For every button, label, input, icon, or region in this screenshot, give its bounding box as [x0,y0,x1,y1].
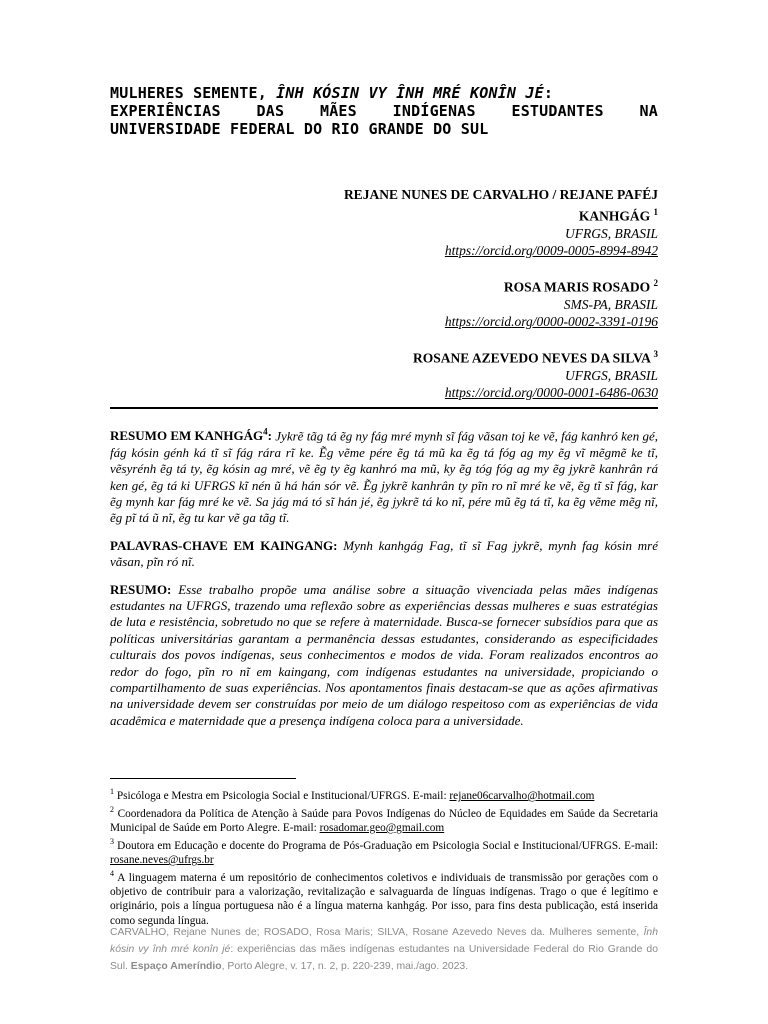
footnote-number: 2 [110,804,114,814]
footnote-ref[interactable]: 3 [653,348,658,359]
abstract-kanhgag-label [110,428,275,443]
author-block [300,186,658,260]
abstract-label: RESUMO: [110,581,172,597]
abstract-kanhgag-text: Jykrẽ tãg tá ẽg ny fág mré mynh sĩ fág vãsan toj ke vẽ, fág kanhró ken gé, fág kósin génh ká tĩ sĩ fág rára rĩ ke. Ẽg vẽme pére ẽg tá mũ ka ẽg tá fóg ag my ẽg vĩ mẽgmẽ ke tĩ, vẽsyrénh ẽg tá ty, ẽg kósin ag mré, vẽ ẽg ty ẽg kanhró ma mũ, ky ẽg tóg fóg ag my ẽg jykrẽ kanhrân rá ken gé, ẽg tá ki UFRGS kĩ nén ũ há hán sór vẽ. Ẽg jykrẽ kanhrân ty pĩn ro nĩ mré ke vẽ, ẽg tĩ sĩ fág, kar ẽg mynh kar fág mré ke vẽ. Sa jág má tó sĩ hán jé, ẽg jykrẽ tá ko nĩ, pére mũ ẽg tá tĩ, ka ẽg vẽme mẽg nĩ, ẽg pĩ tá ũ nĩ, ẽg tu kar vẽ ga tãg tĩ. [110,428,658,526]
footnote-number: 1 [110,787,114,796]
keywords-kaingang [110,538,658,571]
keywords-text: Mynh kanhgág Fag, tĩ sĩ Fag jykrẽ, mynh fag kósin mré vãsan, pĩn ró nĩ. [110,537,658,570]
title-text: MULHERES SEMENTE, [110,84,277,102]
abstract-kanhgag-label-text: RESUMO EM KANHGÁG [110,428,264,444]
author-affiliation: UFRGS, BRASIL [565,225,658,241]
author-name [300,346,658,367]
footnote-text: Doutora em Educação e docente do Programa de Pós-Graduação em Psicologia Social e Institucional/UFRGS. E-mail: [114,839,658,852]
footnote-number: 4 [110,869,114,879]
footnote-divider [110,778,296,779]
footnote-text: Coordenadora da Política de Atenção à Saúde para Povos Indígenas do Núcleo de Equidades em Saúde da Secretaria Municipal de Saúde em Porto Alegre. E-mail: [110,807,658,834]
citation-footer [110,924,658,975]
footnote-ref[interactable]: 2 [653,277,658,288]
orcid-link[interactable]: https://orcid.org/0000-0002-3391-0196 [444,314,658,329]
author-affiliation: SMS-PA, BRASIL [563,296,658,312]
citation-text: , Porto Alegre, v. 17, n. 2, p. 220-239, mai./ago. 2023. [221,961,469,972]
article-title [110,84,658,138]
footnote-text: Psicóloga e Mestra em Psicologia Social e Institucional/UFRGS. E-mail: [114,789,450,802]
citation-text: CARVALHO, Rejane Nunes de; ROSADO, Rosa Maris; SILVA, Rosane Azevedo Neves da. Mulheres semente, [110,927,644,938]
footnotes [110,785,658,928]
keywords-label: PALAVRAS-CHAVE EM KAINGANG: [110,537,338,553]
title-line-3: UNIVERSIDADE FEDERAL DO RIO GRANDE DO SUL [110,120,489,138]
abstract-portuguese [110,582,658,730]
author-block [300,275,658,331]
footnote-ref[interactable]: 4 [263,427,268,437]
citation-text: : experiências das mães indígenas estudantes na Universidade Federal do Rio Grande do Sul. [110,944,658,972]
abstract-section [110,424,658,740]
title-kanhgag-text: ÎNH KÓSIN VY ÎNH MRÉ KONÎN JÉ [276,84,544,102]
orcid-link[interactable]: https://orcid.org/0000-0001-6486-0630 [444,385,658,400]
footnote-ref[interactable]: 1 [653,206,658,217]
citation-journal: Espaço Ameríndio [130,961,222,972]
orcid-link[interactable]: https://orcid.org/0009-0005-8994-8942 [444,243,658,258]
abstract-text: Esse trabalho propõe uma análise sobre a situação vivenciada pelas mães indígenas estudantes na UFRGS, trazendo uma reflexão sobre as experiências dessas mulheres e suas estratégias de luta e resistência, sobretudo no que se refere à maternidade. Busca-se fornecer subsídios para que as políticas universitárias garantam a permanência dessas estudantes, considerando as especificidades culturais dos povos indígenas, seus conhecimentos e modos de vida. Foram realizados encontros ao redor do fogo, pĩn ro nĩ em kaingang, com indígenas estudantes na universidade, propiciando o compartilhamento de suas experiências. Nos apontamentos finais destacam-se que as ações afirmativas na universidade devem ser construídas por meio de um diálogo respeitoso com as experiências de vida acadêmica e maternidade que a presença indígena coloca para a universidade. [110,581,658,728]
title-colon: : [543,84,554,102]
label-colon: : [267,428,276,444]
title-line-1 [110,84,658,102]
footnote [110,803,658,835]
email-link[interactable]: rosadomar.geo@gmail.com [319,821,445,834]
author-block [300,346,658,402]
footnote [110,785,658,803]
author-affiliation: UFRGS, BRASIL [565,367,658,383]
email-link[interactable]: rosane.neves@ufrgs.br [110,854,214,867]
author-list [300,186,658,417]
author-name-text: ROSA MARIS ROSADO [503,279,651,294]
title-line-2: EXPERIÊNCIAS DAS MÃES INDÍGENAS ESTUDANTES NA [110,102,658,120]
author-name-text: ROSANE AZEVEDO NEVES DA SILVA [413,350,651,365]
footnote [110,867,658,928]
footnote [110,835,658,867]
author-name [300,186,658,225]
footnote-number: 3 [110,837,114,847]
citation-title-italic: Înh kósin vy înh mré konîn jé [110,927,658,955]
email-link[interactable]: rejane06carvalho@hotmail.com [449,789,595,802]
author-name-text: REJANE NUNES DE CARVALHO / REJANE PAFÉJ KANHGÁG [343,187,658,223]
section-divider [110,407,658,409]
footnote-text: A linguagem materna é um repositório de conhecimentos coletivos e individuais de transmissão por gerações com o objetivo de contribuir para a valorização, revitalização e salvaguarda de línguas indígenas. Trago o que é legítimo e originário, pois a língua portuguesa não é a língua materna kanhgág. Por isso, para fins desta publicação, está inserida como segunda língua. [110,872,658,927]
author-name [300,275,658,296]
abstract-kanhgag [110,424,658,527]
